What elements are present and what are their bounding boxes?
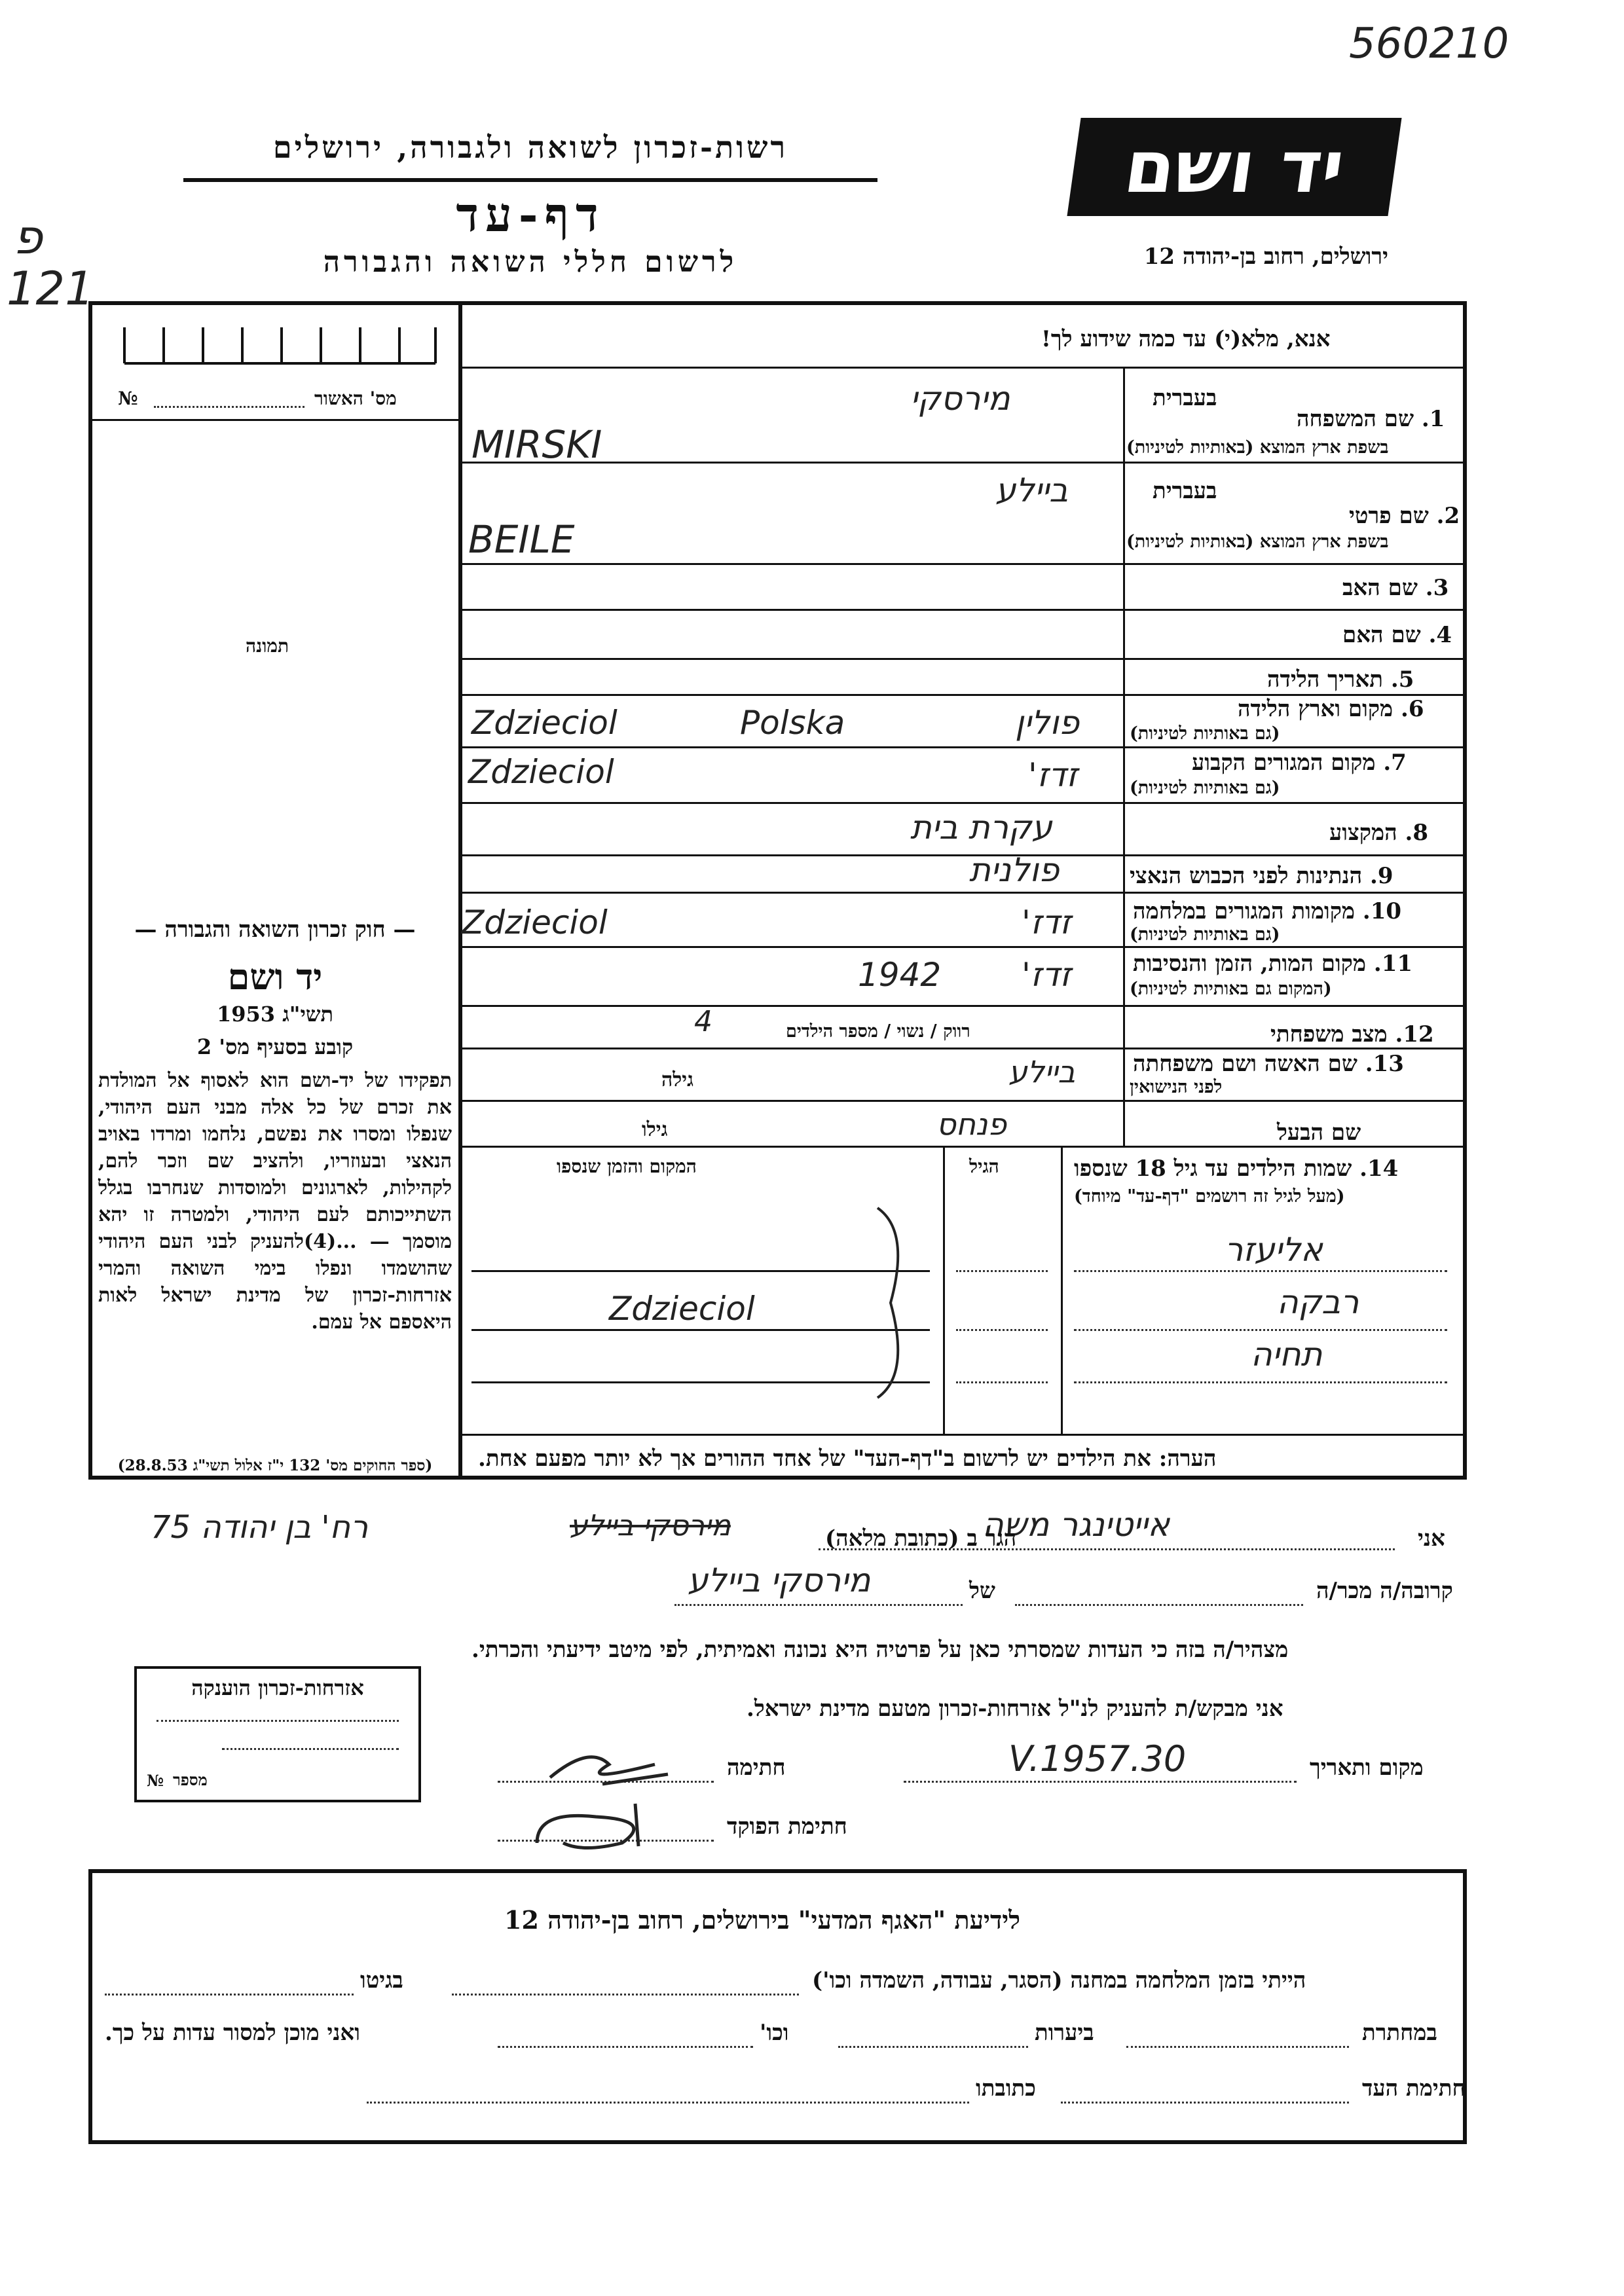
- decl-relative-name: מירסקי ביילע: [688, 1561, 871, 1599]
- field-6-label: 6. מקום וארץ הלידה: [1238, 696, 1424, 722]
- decl-name: אייטינגר משה: [982, 1506, 1170, 1544]
- death-place-hebrew: זדז': [1022, 956, 1071, 994]
- row-line-7: [458, 802, 1467, 804]
- field-9-label: 9. הנתינות לפני הכבוש הנאצי: [1130, 863, 1393, 889]
- bottom-underground-line: [1126, 2046, 1349, 2048]
- children-col-div-2: [943, 1146, 945, 1434]
- surname-hebrew: מירסקי: [910, 380, 1010, 418]
- law-logo: יד ושם: [227, 956, 323, 998]
- bottom-underground: במחתרת: [1362, 2020, 1437, 2046]
- decl-address: רח' בן יהודה 75: [151, 1509, 369, 1546]
- child-name-2: רבקה: [1277, 1283, 1359, 1321]
- children-sub: (מעל לגיל זה רושמים "דף-עד" מיוחד): [1074, 1186, 1345, 1207]
- margin-note-letter: פ: [13, 210, 43, 264]
- residence-hebrew: זדז': [1028, 756, 1078, 794]
- certificate-line-2: [222, 1748, 399, 1750]
- approval-boxes: [111, 327, 439, 367]
- children-col-div-1: [1061, 1146, 1063, 1434]
- age-line-1: [956, 1270, 1048, 1272]
- field-2-sub: בשפת ארץ המוצא (באותיות לטיניות): [1126, 532, 1389, 552]
- instruction-divider: [458, 367, 1467, 369]
- bottom-forests-line: [838, 2046, 1028, 2048]
- bottom-ready: ואני מוכן למסור עדות על כך.: [105, 2020, 360, 2046]
- residence-latin: Zdzieciol: [468, 753, 614, 791]
- authority-title: רשות-זכרון לשואה ולגבורה, ירושלים: [272, 130, 788, 165]
- age-line-3: [956, 1381, 1048, 1383]
- instruction-text: אנא, מלא(י) עד כמה שידוע לך!: [1041, 326, 1331, 352]
- bottom-witness: חתימת העד: [1362, 2075, 1466, 2102]
- field-10-label: 10. מקומות המגורים במלחמה: [1133, 898, 1402, 924]
- field-1-sub: בשפת ארץ המוצא (באותיות לטיניות): [1126, 437, 1389, 458]
- law-clause: קובע בסעיף מס' 2: [196, 1034, 354, 1059]
- certificate-no: №: [147, 1771, 164, 1790]
- field-6-sub: (גם באותיות לטיניות): [1130, 723, 1280, 744]
- field-7-sub: (גם באותיות לטיניות): [1130, 778, 1280, 798]
- children-brace: [871, 1205, 923, 1401]
- child-name-3: תחיה: [1251, 1336, 1323, 1374]
- law-source: (ספר החוקים מס' 132 י"ז אלול תשי"ג 28.8.53): [117, 1457, 433, 1474]
- place-line-3: [471, 1381, 930, 1383]
- certificate-title: אזרחות-זכרון הוענקה: [191, 1675, 364, 1700]
- field-13-label: 13. שם האשה ושם משפחתה: [1133, 1051, 1404, 1077]
- child-line-3: [1074, 1381, 1447, 1383]
- row-line-11: [458, 1005, 1467, 1007]
- authority-underline: [183, 178, 877, 182]
- header-address: ירושלים, רחוב בן-יהודה 12: [1143, 244, 1388, 270]
- place-line-1: [471, 1270, 930, 1272]
- child-name-1: אליעזר: [1225, 1231, 1323, 1269]
- child-line-2: [1074, 1329, 1447, 1331]
- field-1-label: 1. שם המשפחה: [1297, 406, 1445, 432]
- decl-request: אני מבקש/ת להעניק לנ"ל אזרחות-זכרון מטעם מדינת ישראל.: [747, 1696, 1283, 1722]
- bottom-ghetto-line: [105, 1994, 354, 1995]
- bottom-forests: ביערות: [1035, 2020, 1094, 2046]
- decl-date: 30.V.1957: [1008, 1738, 1187, 1779]
- bottom-address: כתובתו: [976, 2075, 1036, 2102]
- age-line-2: [956, 1329, 1048, 1331]
- bottom-witness-line: [1061, 2102, 1349, 2104]
- children-count: 4: [694, 1005, 712, 1038]
- field-10-sub: (גם באותיות לטיניות): [1130, 924, 1280, 945]
- left-column-divider: [458, 301, 462, 1480]
- decl-struck-name: מירסקי ביילע: [570, 1509, 731, 1542]
- children-label: 14. שמות הילדים עד גיל 18 שנספו: [1074, 1156, 1399, 1182]
- official-signature: [524, 1791, 694, 1856]
- place-line-2: [471, 1329, 930, 1331]
- row-line-6: [458, 746, 1467, 748]
- field-2-hebrew-tag: בעברית: [1153, 478, 1217, 504]
- decl-date-line: [904, 1781, 1297, 1783]
- row-line-8: [458, 854, 1467, 856]
- field-13-age-label: גילה: [661, 1068, 694, 1091]
- row-line-3: [458, 609, 1467, 611]
- nationality-value: פולנית: [969, 851, 1060, 889]
- decl-relative-label: קרובה/ה מכר/ה: [1316, 1578, 1453, 1604]
- decl-of-label: של: [969, 1578, 995, 1604]
- wartime-residence-hebrew: זדז': [1022, 903, 1071, 941]
- child-line-1: [1074, 1270, 1447, 1272]
- law-year: תשי"ג 1953: [217, 1002, 333, 1027]
- children-place-col: המקום והזמן שנספו: [557, 1156, 697, 1177]
- witness-signature: [537, 1738, 694, 1797]
- row-line-1: [458, 462, 1467, 464]
- row-line-4: [458, 658, 1467, 660]
- field-2-label: 2. שם פרטי: [1349, 503, 1460, 529]
- approval-label: מס' האשור: [314, 388, 397, 409]
- husband-age-label: גילו: [642, 1118, 668, 1141]
- label-column-divider: [1123, 367, 1125, 1146]
- occupation-value: עקרת בית: [910, 809, 1052, 847]
- field-4-label: 4. שם האם: [1342, 622, 1452, 648]
- decl-place-date-label: מקום ותאריך: [1310, 1755, 1424, 1781]
- note-divider: [458, 1434, 1467, 1436]
- field-5-label: 5. תאריך הלידה: [1267, 666, 1414, 693]
- death-year: 1942: [858, 956, 942, 994]
- logo-text: יד ושם: [1119, 125, 1350, 209]
- field-11-label: 11. מקום המות, הזמן והנסיבות: [1133, 951, 1413, 977]
- certificate-line-1: [157, 1720, 399, 1722]
- decl-of-line: [674, 1604, 963, 1606]
- birthplace-latin: Zdzieciol: [471, 704, 618, 742]
- firstname-hebrew: ביילע: [995, 471, 1068, 509]
- children-place: Zdzieciol: [609, 1290, 755, 1328]
- row-line-9: [458, 892, 1467, 894]
- bottom-title: לידיעת "האגף המדעי" בירושלים, רחוב בן-יהודה 12: [504, 1905, 1021, 1935]
- wife-name: ביילע: [1008, 1054, 1076, 1089]
- bottom-ghetto: בגיטו: [360, 1967, 403, 1994]
- bottom-address-line: [367, 2102, 969, 2104]
- field-11-sub: (המקום גם באותיות לטיניות): [1130, 979, 1332, 999]
- husband-name: פנחס: [936, 1106, 1007, 1142]
- yad-vashem-logo: [1067, 118, 1401, 216]
- document-title: דף-עד: [456, 187, 605, 242]
- firstname-latin: BEILE: [468, 517, 575, 562]
- decl-i-label: אני: [1418, 1525, 1445, 1552]
- law-title: — חוק זכרון השואה והגבורה —: [134, 917, 416, 943]
- field-13-sub: לפני הנישואין: [1130, 1077, 1223, 1097]
- page-number-stamp: 560210: [1349, 20, 1509, 68]
- row-line-2: [458, 563, 1467, 565]
- birth-country: Polska: [740, 704, 845, 742]
- field-7-label: 7. מקום המגורים הקבוע: [1192, 750, 1407, 776]
- form-note: הערה: את הילדים יש לרשום ב"דף-העד" של אחד ההורים אך לא יותר מפעם אחת.: [478, 1446, 1217, 1472]
- row-line-12: [458, 1048, 1467, 1049]
- field-8-label: 8. המקצוע: [1329, 820, 1429, 846]
- certificate-number-label: מספר: [173, 1770, 208, 1789]
- photo-label: תמונה: [246, 635, 289, 657]
- field-12-sub: רווק / נשוי / מספר הילדים: [786, 1021, 970, 1042]
- surname-latin: MIRSKI: [471, 422, 602, 467]
- row-line-13: [458, 1100, 1467, 1102]
- approval-divider: [92, 419, 458, 421]
- decl-relative-line: [1015, 1604, 1303, 1606]
- children-age-col: הגיל: [969, 1156, 999, 1177]
- bottom-etc: וכו': [760, 2020, 789, 2046]
- certificate-box: [134, 1666, 421, 1802]
- wartime-residence-latin: Zdzieciol: [462, 903, 608, 941]
- approval-line: [154, 406, 304, 408]
- law-body: תפקידו של יד-ושם הוא לאסוף אל המולדת את זכרם של כל אלה מבני העם היהודי, שנפלו ומסרו את נפשם, נלחמו ומרדו באויב הנאצי ובעוזריו, ולהציב שם וזכר להם, לקהילות, לארגונים ולמוסדות שנחרבו בגלל השתייכותם לעם היהודי, ולמטרה זו יהא מוסמך — ...(4)להעניק לבני העם היהודי שהושמדו ונפלו בימי השואה והמרי אזרחות-זכרון של מדינת ישראל לאות היאספם אל עמם.: [98, 1069, 452, 1334]
- document-subtitle: לרשום חללי השואה והגבורה: [323, 246, 738, 279]
- bottom-etc-line: [498, 2046, 753, 2048]
- decl-signature-label: חתימה: [727, 1755, 786, 1781]
- field-12-label: 12. מצב משפחתי: [1270, 1021, 1434, 1048]
- decl-statement: מצהיר/ה בזה כי העדות שמסרתי כאן על פרטיה היא נכונה ואמיתית, לפי מיטב ידיעתי והכרתי.: [471, 1637, 1289, 1663]
- field-1-hebrew-tag: בעברית: [1153, 385, 1217, 411]
- decl-official-label: חתימת הפוקד: [727, 1813, 847, 1840]
- husband-label: שם הבעל: [1277, 1120, 1361, 1146]
- row-line-14: [458, 1146, 1467, 1148]
- row-line-10: [458, 946, 1467, 948]
- approval-no: №: [118, 388, 138, 409]
- decl-residing: הגר ב (כתובת מלאה): [825, 1525, 1017, 1552]
- margin-note-number: 121: [7, 262, 94, 316]
- bottom-line1: הייתי בזמן המלחמה במחנה (הסגר, עבודה, השמדה וכו'): [812, 1967, 1306, 1994]
- birthplace-hebrew: פולין: [1015, 704, 1080, 742]
- bottom-camp-line: [452, 1994, 799, 1995]
- field-3-label: 3. שם האב: [1342, 575, 1449, 601]
